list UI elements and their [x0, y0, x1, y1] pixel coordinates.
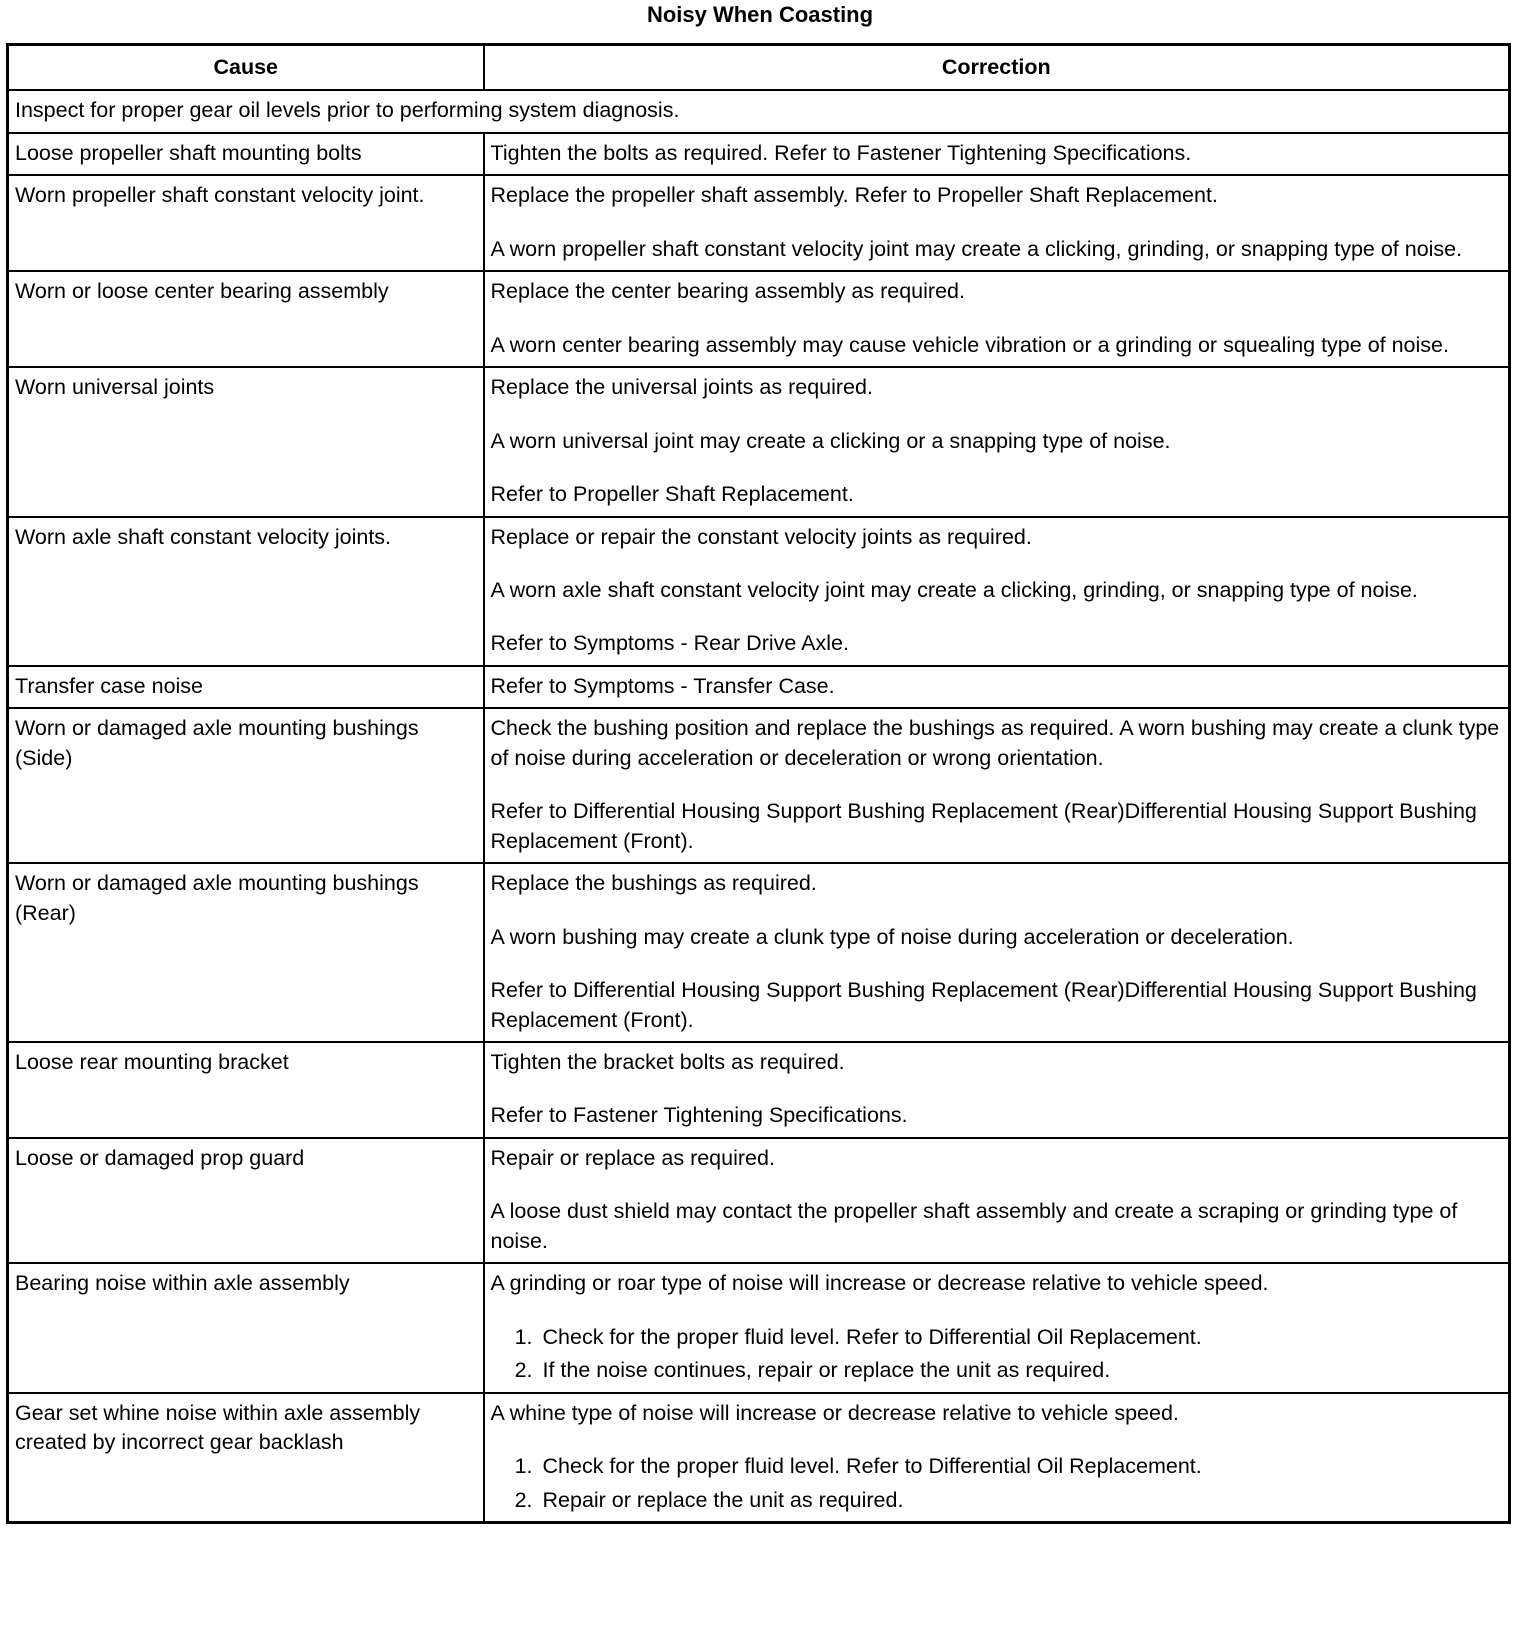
cause-cell: Worn axle shaft constant velocity joints. [8, 517, 484, 666]
correction-paragraph: Refer to Differential Housing Support Bushing Replacement (Rear)Differential Housing Support Bushing Replacement (Front). [490, 799, 1477, 853]
correction-cell [484, 1263, 1510, 1392]
table-row [8, 1042, 1510, 1138]
correction-cell [484, 517, 1510, 666]
table-row [8, 863, 1510, 1042]
correction-paragraph: Replace the propeller shaft assembly. Refer to Propeller Shaft Replacement. [490, 183, 1218, 208]
correction-cell [484, 1042, 1510, 1138]
correction-steps [491, 1452, 1503, 1515]
correction-step: 1. Check for the proper fluid level. Refer to Differential Oil Replacement. [539, 1323, 1503, 1352]
correction-cell [484, 1138, 1510, 1263]
cause-cell: Bearing noise within axle assembly [8, 1263, 484, 1392]
correction-paragraph: A whine type of noise will increase or decrease relative to vehicle speed. [490, 1400, 1179, 1425]
correction-paragraph: Refer to Symptoms - Transfer Case. [490, 673, 835, 698]
inspection-note: Inspect for proper gear oil levels prior to performing system diagnosis. [8, 90, 1510, 132]
table-row [8, 1138, 1510, 1263]
note-row [8, 90, 1510, 132]
correction-column-header: Correction [484, 45, 1510, 91]
correction-paragraph: A worn axle shaft constant velocity joint may create a clicking, grinding, or snapping type of noise. [490, 577, 1418, 602]
table-row [8, 666, 1510, 708]
correction-paragraph: Replace the bushings as required. [490, 871, 817, 896]
correction-step: 2. Repair or replace the unit as required. [539, 1486, 1503, 1515]
correction-step: 1. Check for the proper fluid level. Refer to Differential Oil Replacement. [539, 1452, 1503, 1481]
cause-cell: Loose rear mounting bracket [8, 1042, 484, 1138]
correction-cell [484, 133, 1510, 175]
correction-cell [484, 708, 1510, 863]
correction-paragraph: A worn propeller shaft constant velocity joint may create a clicking, grinding, or snapping type of noise. [490, 236, 1463, 261]
cause-cell: Worn or loose center bearing assembly [8, 271, 484, 367]
correction-paragraph: A grinding or roar type of noise will increase or decrease relative to vehicle speed. [490, 1271, 1269, 1296]
table-row [8, 517, 1510, 666]
header-row [8, 45, 1510, 91]
diagnostic-table [6, 43, 1511, 1524]
correction-steps [491, 1323, 1503, 1386]
correction-paragraph: Refer to Fastener Tightening Specifications. [490, 1103, 908, 1128]
cause-cell: Gear set whine noise within axle assembly created by incorrect gear backlash [8, 1393, 484, 1523]
correction-paragraph: A worn center bearing assembly may cause vehicle vibration or a grinding or squealing type of noise. [490, 332, 1449, 357]
table-row [8, 175, 1510, 271]
correction-paragraph: Tighten the bolts as required. Refer to Fastener Tightening Specifications. [490, 140, 1192, 165]
correction-paragraph: Refer to Differential Housing Support Bushing Replacement (Rear)Differential Housing Support Bushing Replacement (Front). [490, 978, 1477, 1032]
correction-cell [484, 271, 1510, 367]
table-row [8, 708, 1510, 863]
table-row [8, 133, 1510, 175]
correction-cell [484, 175, 1510, 271]
table-row [8, 271, 1510, 367]
correction-paragraph: Replace or repair the constant velocity joints as required. [490, 524, 1032, 549]
page-title: Noisy When Coasting [646, 2, 874, 27]
correction-cell [484, 666, 1510, 708]
correction-paragraph: Replace the center bearing assembly as required. [490, 279, 965, 304]
table-body [8, 90, 1510, 1522]
correction-paragraph: A worn bushing may create a clunk type of noise during acceleration or deceleration. [490, 924, 1294, 949]
correction-cell [484, 863, 1510, 1042]
table-row [8, 1263, 1510, 1392]
cause-cell: Loose or damaged prop guard [8, 1138, 484, 1263]
table-row [8, 367, 1510, 516]
correction-paragraph: Repair or replace as required. [490, 1145, 775, 1170]
correction-paragraph: A loose dust shield may contact the propeller shaft assembly and create a scraping or grinding type of noise. [490, 1199, 1458, 1253]
correction-cell [484, 367, 1510, 516]
cause-cell: Worn universal joints [8, 367, 484, 516]
correction-paragraph: Check the bushing position and replace the bushings as required. A worn bushing may create a clunk type of noise during acceleration or deceleration or wrong orientation. [490, 716, 1500, 770]
correction-paragraph: Refer to Propeller Shaft Replacement. [490, 482, 854, 507]
cause-cell: Worn or damaged axle mounting bushings (Side) [8, 708, 484, 863]
correction-paragraph: Replace the universal joints as required. [490, 375, 873, 400]
cause-cell: Worn or damaged axle mounting bushings (Rear) [8, 863, 484, 1042]
cause-cell: Transfer case noise [8, 666, 484, 708]
correction-cell [484, 1393, 1510, 1523]
table-row [8, 1393, 1510, 1523]
correction-paragraph: Refer to Symptoms - Rear Drive Axle. [490, 631, 849, 656]
cause-column-header: Cause [8, 45, 484, 91]
correction-paragraph: Tighten the bracket bolts as required. [490, 1049, 845, 1074]
correction-step: 2. If the noise continues, repair or replace the unit as required. [539, 1356, 1503, 1385]
cause-cell: Loose propeller shaft mounting bolts [8, 133, 484, 175]
correction-paragraph: A worn universal joint may create a clicking or a snapping type of noise. [490, 428, 1171, 453]
cause-cell: Worn propeller shaft constant velocity joint. [8, 175, 484, 271]
